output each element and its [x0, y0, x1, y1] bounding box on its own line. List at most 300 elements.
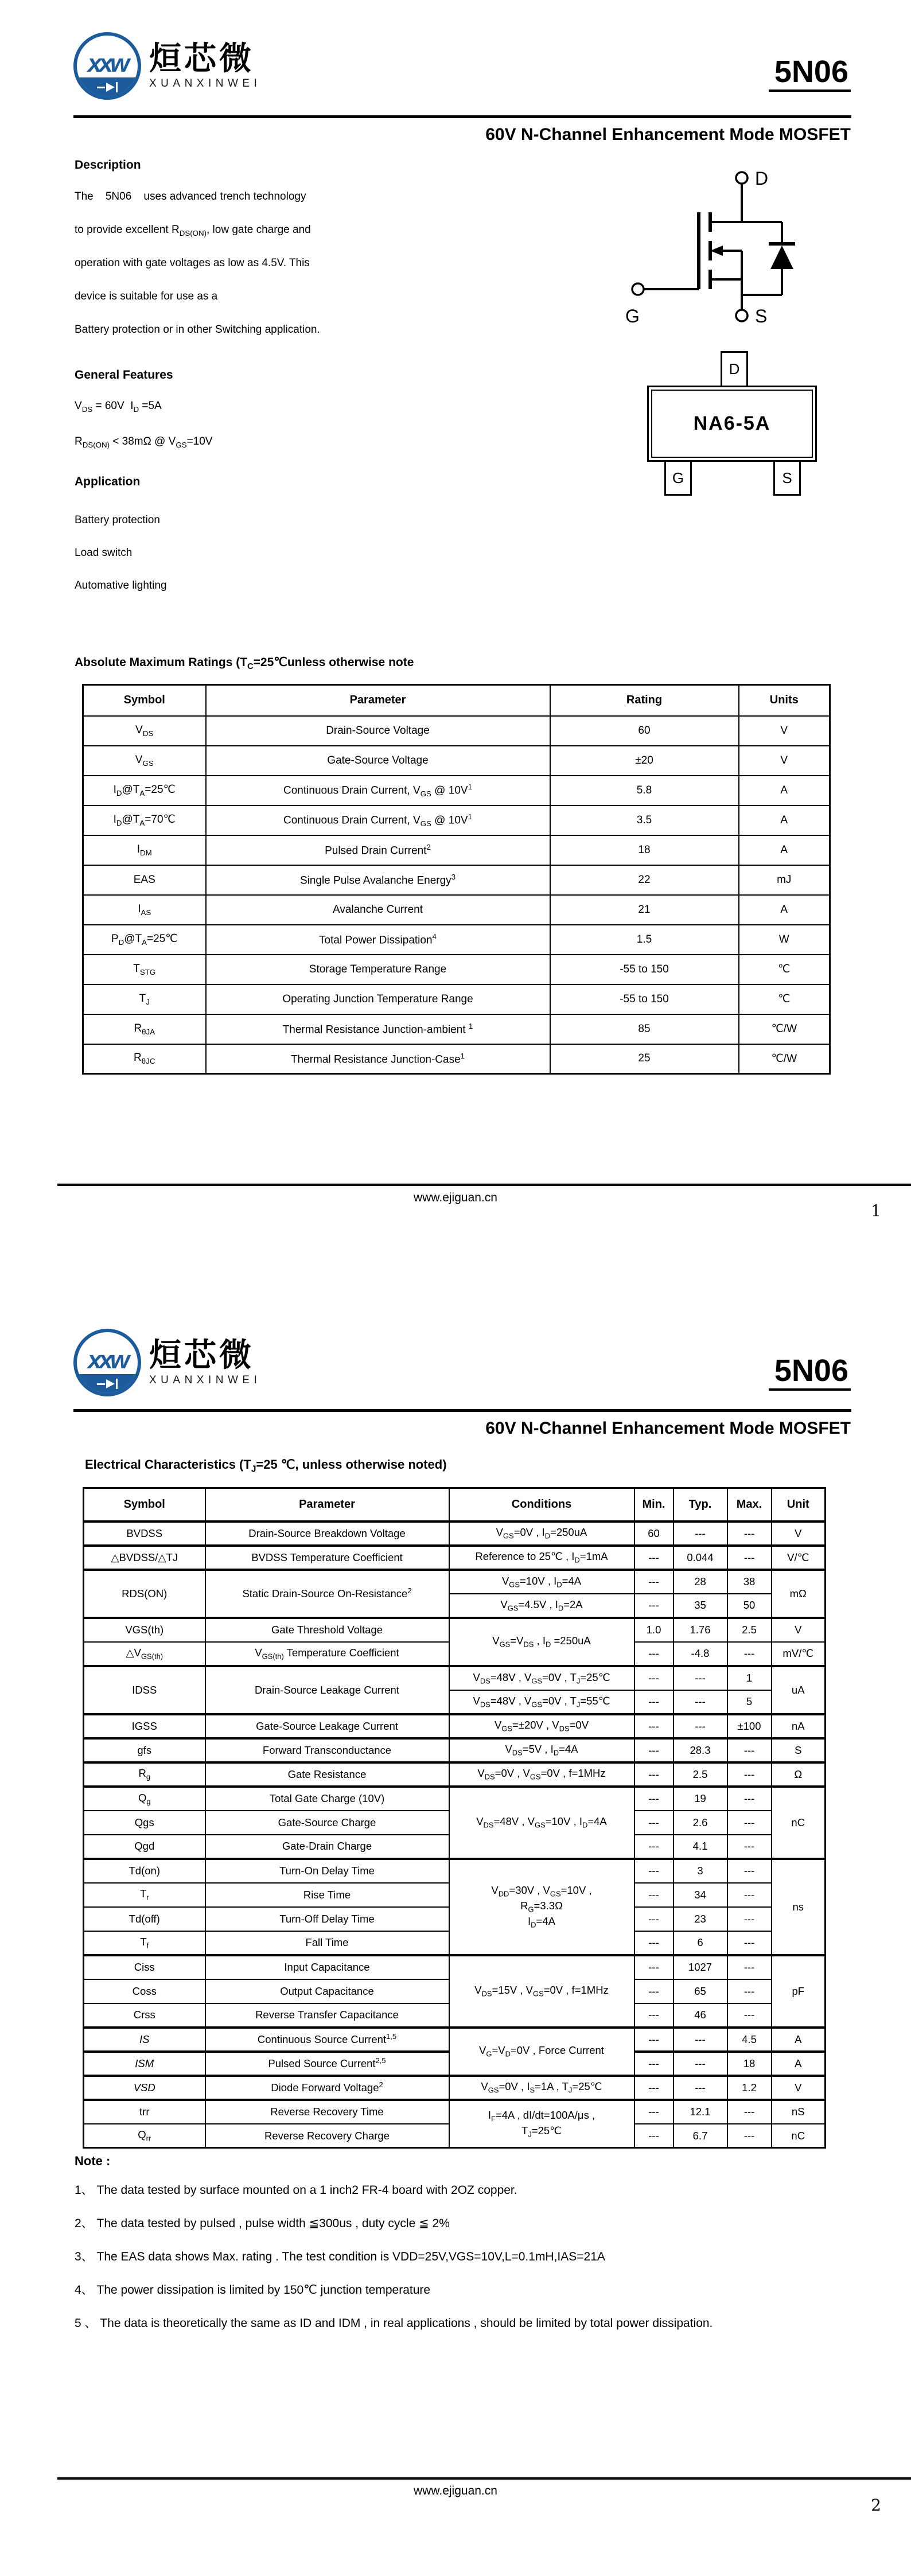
- abs-max-table: [82, 684, 831, 1075]
- brand-logo: [73, 1329, 261, 1396]
- table-cell: ---: [634, 1883, 673, 1907]
- table-cell: ---: [673, 1522, 727, 1546]
- table-cell: $T_f$: [84, 1931, 205, 1955]
- table-cell: ---: [727, 2100, 772, 2124]
- header-rule: [73, 115, 851, 118]
- table-cell: Drain-Source Voltage: [206, 716, 550, 746]
- table-row: [84, 2028, 826, 2052]
- table-cell: Thermal Resistance Junction-ambient $^1$: [206, 1014, 550, 1044]
- table-cell: 1.76: [673, 1618, 727, 1642]
- package-pin-drain: [721, 351, 748, 387]
- brand-logo: [73, 32, 261, 100]
- application-item: Automative lighting: [75, 579, 167, 592]
- package-drawing: [647, 351, 819, 499]
- table-cell: 60: [550, 716, 739, 746]
- table-cell: $Q_{rr}$: [84, 2124, 205, 2148]
- table-cell: $I_F=4A$ , dI/dt=100A/μs , $T_J=25℃$: [449, 2100, 634, 2148]
- column-header: Conditions: [449, 1488, 634, 1522]
- table-cell: 3: [673, 1859, 727, 1883]
- table-cell: Turn-Off Delay Time: [205, 1907, 449, 1931]
- table-cell: mV/℃: [772, 1642, 826, 1666]
- table-cell: ---: [634, 1955, 673, 1979]
- table-cell: ---: [727, 1811, 772, 1835]
- table-cell: V: [772, 1522, 826, 1546]
- table-cell: 1: [727, 1666, 772, 1690]
- table-cell: Reverse Recovery Charge: [205, 2124, 449, 2148]
- description-heading: Description: [75, 158, 141, 172]
- table-cell: 65: [673, 1979, 727, 2003]
- table-header-row: [83, 685, 830, 716]
- table-cell: 85: [550, 1014, 739, 1044]
- table-cell: 18: [550, 835, 739, 865]
- table-cell: $V_{DS}=48V$ , $V_{GS}=10V$ , $I_D=4A$: [449, 1787, 634, 1859]
- table-cell: 46: [673, 2003, 727, 2028]
- table-cell: Continuous Source Current$^{1,5}$: [205, 2028, 449, 2052]
- table-cell: uA: [772, 1666, 826, 1714]
- table-row: [84, 1787, 826, 1811]
- brand-text: [149, 1338, 261, 1387]
- brand-logo-mark-icon: [73, 32, 141, 100]
- footer-url: www.ejiguan.cn: [414, 2484, 497, 2497]
- note-item: 3、 The EAS data shows Max. rating . The test condition is VDD=25V,VGS=10V,L=0.1mH,IAS=21A: [75, 2250, 605, 2263]
- table-cell: Single Pulse Avalanche Energy$^3$: [206, 865, 550, 895]
- table-cell: Input Capacitance: [205, 1955, 449, 1979]
- table-cell: $V_{GS}=V_{DS}$ , $I_D =250uA$: [449, 1618, 634, 1666]
- brand-monogram: xxw: [87, 49, 127, 77]
- table-cell: Pulsed Drain Current$^2$: [206, 835, 550, 865]
- table-cell: 4.5: [727, 2028, 772, 2052]
- table-cell: ℃: [739, 985, 830, 1014]
- table-cell: 5.8: [550, 776, 739, 806]
- brand-name-en: XUANXINWEI: [149, 1373, 262, 1386]
- table-cell: IDSS: [84, 1666, 205, 1714]
- table-cell: Gate Threshold Voltage: [205, 1618, 449, 1642]
- table-cell: 50: [727, 1594, 772, 1618]
- table-cell: ---: [727, 2003, 772, 2028]
- footer-rule: [57, 1184, 911, 1186]
- table-cell: V/℃: [772, 1546, 826, 1570]
- table-cell: -55 to 150: [550, 955, 739, 985]
- table-cell: A: [739, 776, 830, 806]
- column-header: Rating: [550, 685, 739, 716]
- table-cell: Gate-Source Voltage: [206, 746, 550, 776]
- table-cell: Storage Temperature Range: [206, 955, 550, 985]
- table-cell: mΩ: [772, 1570, 826, 1618]
- table-cell: $V_{GS}=0V$ , $I_S=1A$ , $T_J=25℃$: [449, 2076, 634, 2100]
- column-header: Units: [739, 685, 830, 716]
- table-cell: ---: [634, 2003, 673, 2028]
- table-row: [83, 955, 830, 985]
- description-text: [75, 190, 320, 357]
- table-cell: $P_D@T_A=25℃$: [83, 925, 206, 955]
- footer-rule: [57, 2477, 911, 2480]
- table-row: [84, 1666, 826, 1690]
- table-row: [84, 1618, 826, 1642]
- table-cell: A: [739, 895, 830, 925]
- table-row: [84, 1714, 826, 1738]
- table-cell: 19: [673, 1787, 727, 1811]
- table-cell: 6: [673, 1931, 727, 1955]
- table-cell: Drain-Source Breakdown Voltage: [205, 1522, 449, 1546]
- table-cell: Pulsed Source Current$^{2,5}$: [205, 2052, 449, 2076]
- pin-label: S: [782, 469, 792, 487]
- brand-name-cn: 烜芯微: [149, 40, 254, 77]
- table-cell: IS: [84, 2028, 205, 2052]
- table-cell: ---: [634, 1594, 673, 1618]
- table-cell: ---: [727, 1907, 772, 1931]
- table-cell: ---: [634, 2100, 673, 2124]
- note-item: 5 、 The data is theoretically the same as ID and IDM , in real applications , should be limited by total power dissipation.: [75, 2317, 713, 2330]
- table-cell: 1.2: [727, 2076, 772, 2100]
- package-body: [647, 386, 817, 462]
- note-item: 1、 The data tested by surface mounted on a 1 inch2 FR-4 board with 2OZ copper.: [75, 2184, 517, 2197]
- table-cell: $V_{DS}=48V$ , $V_{GS}=0V$ , $T_J=55℃$: [449, 1690, 634, 1714]
- table-cell: V: [772, 1618, 826, 1642]
- abs-max-heading: Absolute Maximum Ratings ($T_C=25℃unless$ otherwise note: [75, 656, 414, 672]
- description-line: device is suitable for use as a: [75, 290, 218, 302]
- table-cell: ---: [634, 2052, 673, 2076]
- table-cell: VSD: [84, 2076, 205, 2100]
- table-cell: 60: [634, 1522, 673, 1546]
- table-cell: Total Gate Charge (10V): [205, 1787, 449, 1811]
- table-cell: $V_{GS}=10V$ , $I_D=4A$: [449, 1570, 634, 1594]
- table-cell: ---: [634, 1642, 673, 1666]
- table-cell: 25: [550, 1044, 739, 1074]
- notes-heading: Note :: [75, 2154, 111, 2168]
- table-cell: ---: [727, 1642, 772, 1666]
- electrical-characteristics-table: [83, 1487, 826, 2149]
- table-cell: ---: [673, 2052, 727, 2076]
- table-cell: Reverse Transfer Capacitance: [205, 2003, 449, 2028]
- table-cell: ---: [727, 1787, 772, 1811]
- body-diode: [770, 246, 793, 269]
- table-cell: $R_{\theta JA}$: [83, 1014, 206, 1044]
- table-cell: $V_G=V_D=0V$ , Force Current: [449, 2028, 634, 2076]
- table-cell: Continuous Drain Current, $V_{GS}$ @ $10V^1$: [206, 806, 550, 835]
- table-header-row: [84, 1488, 826, 1522]
- notes-list: [75, 2181, 863, 2348]
- brand-logo-mark-icon: [73, 1329, 141, 1396]
- package-pin-source: [773, 460, 801, 496]
- table-cell: 12.1: [673, 2100, 727, 2124]
- table-cell: $V_{GS}=\pm 20V$ , $V_{DS}=0V$: [449, 1714, 634, 1738]
- table-cell: $V_{DS}=15V$ , $V_{GS}=0V$ , f=1MHz: [449, 1955, 634, 2028]
- electrical-characteristics-heading: Electrical Characteristics ($T_J=25$ ℃, unless otherwise noted): [85, 1457, 447, 1474]
- note-item: 4、 The power dissipation is limited by 150℃ junction temperature: [75, 2283, 431, 2297]
- table-row: [83, 925, 830, 955]
- header-rule: [73, 1409, 851, 1412]
- table-row: [84, 1859, 826, 1883]
- package-pin-gate: [664, 460, 692, 496]
- table-cell: $I_D@T_A=25℃$: [83, 776, 206, 806]
- brand-monogram: xxw: [87, 1346, 127, 1374]
- channel-arrow: [710, 246, 723, 256]
- table-cell: ---: [634, 2124, 673, 2148]
- table-cell: 1027: [673, 1955, 727, 1979]
- table-cell: pF: [772, 1955, 826, 2028]
- column-header: Symbol: [84, 1488, 205, 1522]
- table-cell: ℃/W: [739, 1014, 830, 1044]
- table-cell: 28: [673, 1570, 727, 1594]
- table-row: [83, 716, 830, 746]
- table-cell: ---: [727, 1931, 772, 1955]
- table-cell: ---: [634, 1787, 673, 1811]
- brand-text: [149, 42, 261, 90]
- table-cell: A: [772, 2052, 826, 2076]
- table-cell: V: [739, 746, 830, 776]
- table-cell: ℃: [739, 955, 830, 985]
- table-cell: $\triangle V_{GS(th)}$: [84, 1642, 205, 1666]
- feature-line: $V_{DS} = 60V$ $I_D =5A$: [75, 400, 162, 414]
- table-cell: EAS: [83, 865, 206, 895]
- column-header: Parameter: [206, 685, 550, 716]
- brand-name-en: XUANXINWEI: [149, 77, 262, 90]
- table-cell: 3.5: [550, 806, 739, 835]
- table-row: [84, 1955, 826, 1979]
- table-cell: ---: [673, 1690, 727, 1714]
- application-list: [75, 514, 167, 612]
- table-cell: Diode Forward Voltage$^2$: [205, 2076, 449, 2100]
- table-cell: Qgd: [84, 1835, 205, 1859]
- description-line: The 5N06 uses advanced trench technology: [75, 190, 306, 203]
- table-cell: ---: [634, 1762, 673, 1787]
- table-cell: V: [739, 716, 830, 746]
- table-cell: ---: [727, 1955, 772, 1979]
- table-cell: 1.5: [550, 925, 739, 955]
- table-cell: $I_D@T_A=70℃$: [83, 806, 206, 835]
- page-number: 2: [871, 2496, 881, 2515]
- table-cell: S: [772, 1738, 826, 1762]
- column-header: Unit: [772, 1488, 826, 1522]
- table-cell: Coss: [84, 1979, 205, 2003]
- mosfet-symbol: [618, 168, 825, 340]
- table-row: [84, 2100, 826, 2124]
- table-cell: $T_{STG}$: [83, 955, 206, 985]
- table-cell: nS: [772, 2100, 826, 2124]
- table-cell: ---: [634, 1835, 673, 1859]
- table-row: [84, 1570, 826, 1594]
- table-cell: 6.7: [673, 2124, 727, 2148]
- table-cell: Td(on): [84, 1859, 205, 1883]
- table-cell: $V_{GS(th)}$ Temperature Coefficient: [205, 1642, 449, 1666]
- table-cell: ---: [673, 1714, 727, 1738]
- table-cell: $V_{DS}=48V$ , $V_{GS}=0V$ , $T_J=25℃$: [449, 1666, 634, 1690]
- table-cell: ---: [727, 1883, 772, 1907]
- feature-line: $R_{DS(ON)} < 38m\Omega$ @ $V_{GS}=10V$: [75, 435, 213, 449]
- table-cell: RDS(ON): [84, 1570, 205, 1618]
- table-cell: 34: [673, 1883, 727, 1907]
- table-cell: $R_g$: [84, 1762, 205, 1787]
- table-cell: nC: [772, 2124, 826, 2148]
- table-cell: VGS(th): [84, 1618, 205, 1642]
- table-cell: nC: [772, 1787, 826, 1859]
- table-cell: ---: [727, 1859, 772, 1883]
- table-row: [83, 835, 830, 865]
- table-cell: ---: [634, 1666, 673, 1690]
- table-cell: Output Capacitance: [205, 1979, 449, 2003]
- table-cell: 2.6: [673, 1811, 727, 1835]
- application-item: Battery protection: [75, 514, 160, 526]
- source-label: S: [755, 306, 768, 326]
- table-row: [83, 895, 830, 925]
- general-features-heading: General Features: [75, 368, 173, 382]
- table-cell: ---: [673, 2028, 727, 2052]
- table-cell: 38: [727, 1570, 772, 1594]
- table-cell: ---: [727, 1738, 772, 1762]
- general-features-list: [75, 400, 212, 471]
- table-cell: $Q_g$: [84, 1787, 205, 1811]
- table-cell: $V_{DS}=5V$ , $I_D=4A$: [449, 1738, 634, 1762]
- part-number: 5N06: [769, 56, 851, 92]
- table-cell: 2.5: [673, 1762, 727, 1787]
- table-cell: $I_{AS}$: [83, 895, 206, 925]
- table-cell: $V_{GS}=0V$ , $I_D=250uA$: [449, 1522, 634, 1546]
- table-row: [83, 1044, 830, 1074]
- table-cell: Continuous Drain Current, $V_{GS}$ @ $10V^1$: [206, 776, 550, 806]
- table-cell: nA: [772, 1714, 826, 1738]
- table-row: [83, 746, 830, 776]
- table-cell: ---: [634, 1690, 673, 1714]
- application-item: Load switch: [75, 547, 133, 559]
- column-header: Typ.: [673, 1488, 727, 1522]
- table-cell: A: [739, 835, 830, 865]
- table-cell: ---: [634, 2028, 673, 2052]
- table-cell: $T_r$: [84, 1883, 205, 1907]
- table-cell: 22: [550, 865, 739, 895]
- pin-label: G: [672, 469, 684, 487]
- page-number: 1: [871, 1201, 881, 1220]
- table-cell: Reverse Recovery Time: [205, 2100, 449, 2124]
- package-body-inner: [651, 390, 813, 458]
- table-cell: $V_{GS}$: [83, 746, 206, 776]
- table-cell: ---: [634, 1811, 673, 1835]
- table-row: [83, 806, 830, 835]
- table-cell: $T_J$: [83, 985, 206, 1014]
- column-header: Min.: [634, 1488, 673, 1522]
- page-title: 60V N-Channel Enhancement Mode MOSFET: [485, 125, 851, 144]
- table-cell: 0.044: [673, 1546, 727, 1570]
- table-cell: 35: [673, 1594, 727, 1618]
- table-cell: Fall Time: [205, 1931, 449, 1955]
- table-cell: ---: [727, 2124, 772, 2148]
- table-cell: $V_{GS}=4.5V$ , $I_D=2A$: [449, 1594, 634, 1618]
- table-cell: Td(off): [84, 1907, 205, 1931]
- table-cell: 4.1: [673, 1835, 727, 1859]
- table-cell: 1.0: [634, 1618, 673, 1642]
- table-cell: 23: [673, 1907, 727, 1931]
- table-cell: ISM: [84, 2052, 205, 2076]
- table-cell: gfs: [84, 1738, 205, 1762]
- page-title: 60V N-Channel Enhancement Mode MOSFET: [485, 1419, 851, 1438]
- table-cell: ---: [727, 1522, 772, 1546]
- table-row: [84, 1738, 826, 1762]
- table-cell: A: [772, 2028, 826, 2052]
- diode-icon: [77, 82, 138, 92]
- table-cell: ±100: [727, 1714, 772, 1738]
- table-cell: Qgs: [84, 1811, 205, 1835]
- footer-url: www.ejiguan.cn: [414, 1191, 497, 1204]
- logo-diode-band: [77, 77, 138, 96]
- table-row: [83, 985, 830, 1014]
- table-cell: Operating Junction Temperature Range: [206, 985, 550, 1014]
- diode-icon: [77, 1379, 138, 1389]
- table-cell: ns: [772, 1859, 826, 1955]
- table-cell: Rise Time: [205, 1883, 449, 1907]
- table-cell: Static Drain-Source On-Resistance$^2$: [205, 1570, 449, 1618]
- table-row: [83, 865, 830, 895]
- description-line: to provide excellent $R_{DS(ON)}$, low gate charge and: [75, 224, 311, 238]
- logo-diode-band: [77, 1374, 138, 1393]
- table-cell: $I_{DM}$: [83, 835, 206, 865]
- part-number: 5N06: [769, 1355, 851, 1391]
- table-cell: ℃/W: [739, 1044, 830, 1074]
- table-cell: ---: [673, 1666, 727, 1690]
- table-cell: $V_{DS}=0V$ , $V_{GS}=0V$ , f=1MHz: [449, 1762, 634, 1787]
- table-cell: -4.8: [673, 1642, 727, 1666]
- table-cell: $V_{DS}$: [83, 716, 206, 746]
- column-header: Parameter: [205, 1488, 449, 1522]
- table-cell: $V_{DD}=30V$ , $V_{GS}=10V$ , $R_G=3.3\Omega$ $I_D=4A$: [449, 1859, 634, 1955]
- table-cell: Crss: [84, 2003, 205, 2028]
- description-line: Battery protection or in other Switching application.: [75, 324, 320, 336]
- application-heading: Application: [75, 475, 141, 488]
- table-cell: Forward Transconductance: [205, 1738, 449, 1762]
- table-cell: trr: [84, 2100, 205, 2124]
- table-cell: △BVDSS/△TJ: [84, 1546, 205, 1570]
- column-header: Max.: [727, 1488, 772, 1522]
- table-cell: Gate Resistance: [205, 1762, 449, 1787]
- description-line: operation with gate voltages as low as 4.5V. This: [75, 257, 310, 269]
- table-cell: BVDSS: [84, 1522, 205, 1546]
- package-name: NA6-5A: [693, 413, 771, 434]
- table-cell: BVDSS Temperature Coefficient: [205, 1546, 449, 1570]
- column-header: Symbol: [83, 685, 206, 716]
- table-cell: V: [772, 2076, 826, 2100]
- table-cell: ---: [634, 2076, 673, 2100]
- table-cell: ---: [634, 1570, 673, 1594]
- table-cell: Gate-Source Leakage Current: [205, 1714, 449, 1738]
- pin-label: D: [729, 360, 740, 378]
- table-cell: ---: [634, 1714, 673, 1738]
- table-cell: ---: [634, 1907, 673, 1931]
- table-cell: ---: [634, 1546, 673, 1570]
- table-cell: 28.3: [673, 1738, 727, 1762]
- table-cell: ---: [727, 1835, 772, 1859]
- table-cell: Gate-Source Charge: [205, 1811, 449, 1835]
- table-cell: ---: [634, 1859, 673, 1883]
- table-cell: 21: [550, 895, 739, 925]
- table-cell: W: [739, 925, 830, 955]
- table-cell: 18: [727, 2052, 772, 2076]
- table-cell: ---: [673, 2076, 727, 2100]
- table-row: [84, 1546, 826, 1570]
- table-cell: ---: [634, 1931, 673, 1955]
- table-cell: Ciss: [84, 1955, 205, 1979]
- table-row: [84, 1522, 826, 1546]
- table-cell: Drain-Source Leakage Current: [205, 1666, 449, 1714]
- table-cell: Avalanche Current: [206, 895, 550, 925]
- table-cell: Turn-On Delay Time: [205, 1859, 449, 1883]
- table-cell: mJ: [739, 865, 830, 895]
- table-cell: -55 to 150: [550, 985, 739, 1014]
- table-cell: ---: [727, 1762, 772, 1787]
- drain-label: D: [755, 168, 769, 189]
- table-cell: 2.5: [727, 1618, 772, 1642]
- table-cell: $R_{\theta JC}$: [83, 1044, 206, 1074]
- table-row: [84, 2076, 826, 2100]
- table-cell: 5: [727, 1690, 772, 1714]
- table-cell: Reference to 25℃ , $I_D=1mA$: [449, 1546, 634, 1570]
